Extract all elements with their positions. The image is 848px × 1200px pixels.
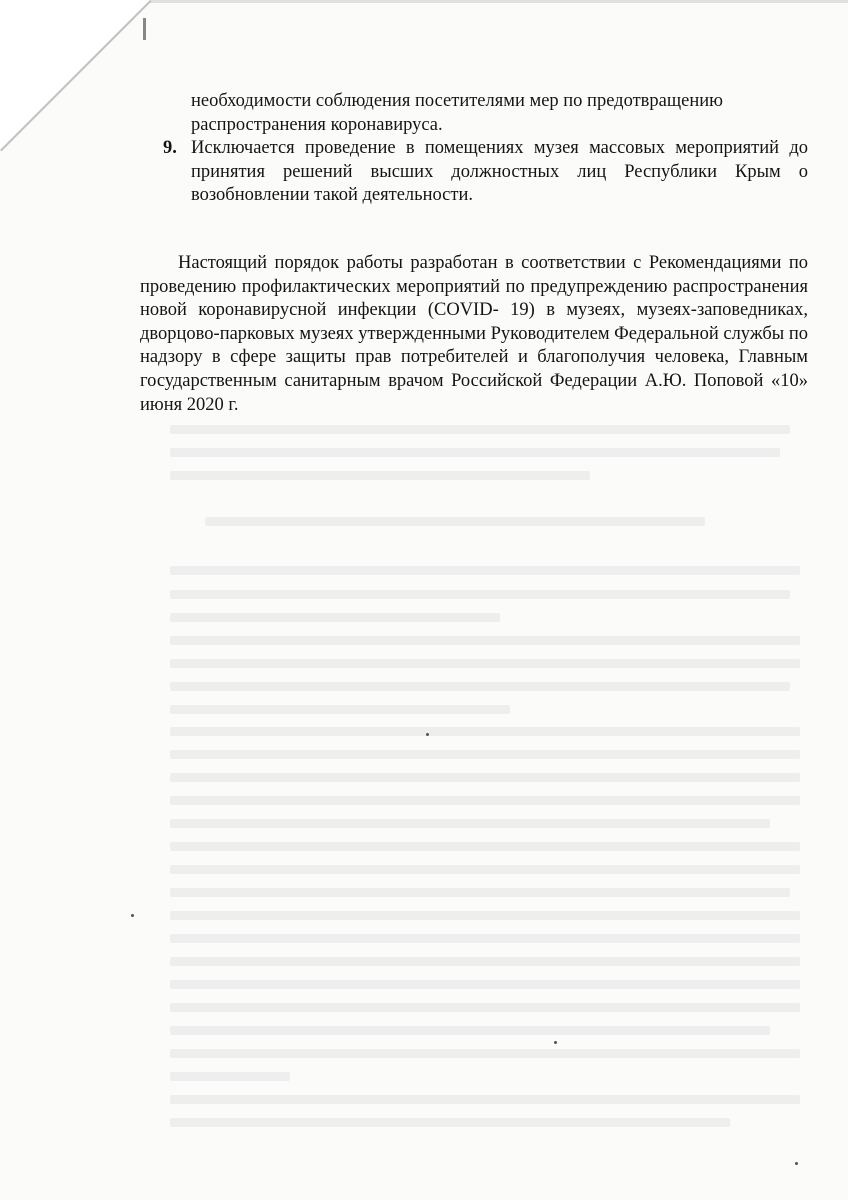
continuation-line-1: необходимости соблюдения посетителями мер по предотвращению xyxy=(191,91,723,111)
scan-speck xyxy=(131,914,134,917)
scan-speck xyxy=(426,733,429,736)
page-top-edge xyxy=(150,0,848,3)
list-item-text: Исключается проведение в помещениях музея массовых мероприятий до принятия решений высших должностных лиц Республики Крым о возобновлении такой деятельности. xyxy=(191,138,808,205)
closing-paragraph: Настоящий порядок работы разработан в соответствии с Рекомендациями по проведению профилактических мероприятий по предупреждению распространения новой коронавирусной инфекции (COVID- 19) в музеях, музеях-заповедниках, дворцово-парковых музеях утвержденными Руководителем Федеральной службы по надзору в сфере защиты прав потребителей и благополучия человека, Главным государственным санитарным врачом Российской Федерации А.Ю. Поповой «10» июня 2020 г. xyxy=(140,253,808,415)
scan-mark xyxy=(143,18,146,40)
continuation-line-2: распространения коронавируса. xyxy=(191,115,443,135)
scan-speck xyxy=(795,1162,798,1165)
list-item-number: 9. xyxy=(163,138,177,158)
scan-speck xyxy=(554,1041,557,1044)
